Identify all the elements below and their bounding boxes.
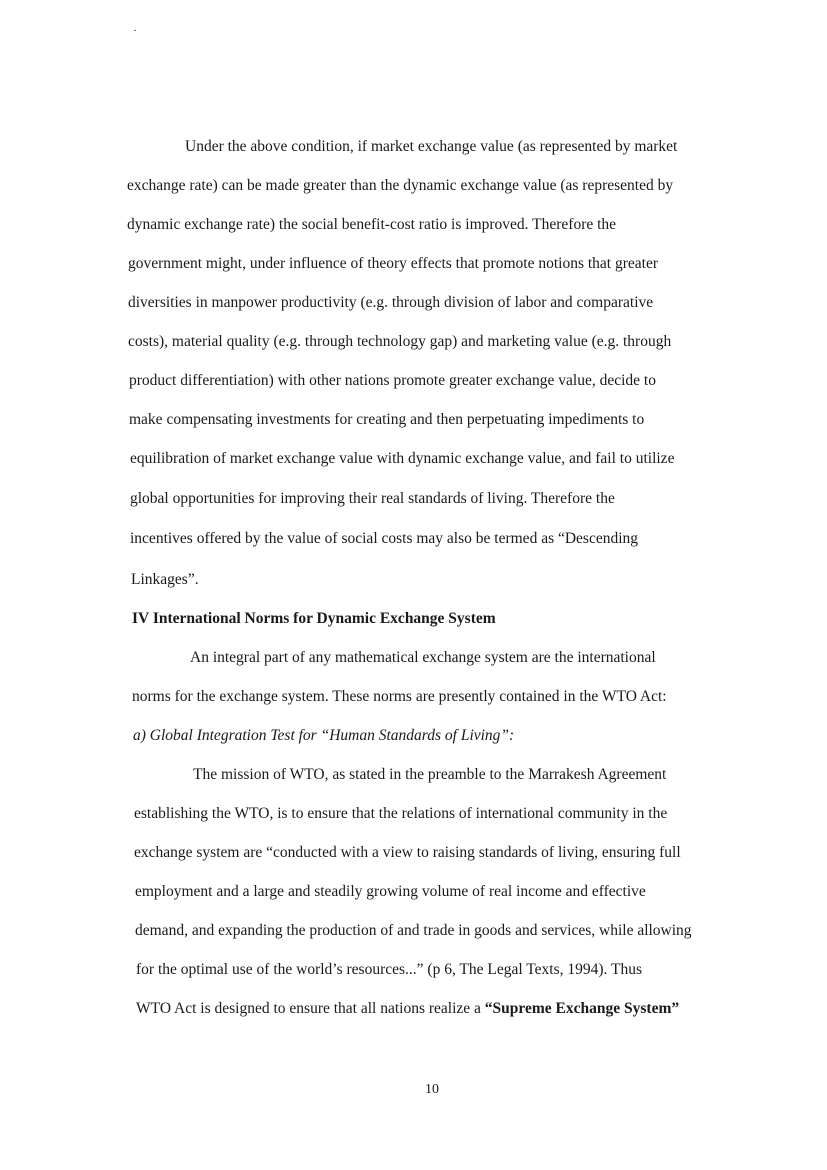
text-line: exchange rate) can be made greater than the dynamic exchange value (as represented by <box>127 177 674 194</box>
text-line: incentives offered by the value of social costs may also be termed as “Descending <box>130 530 639 547</box>
text-line: dynamic exchange rate) the social benefit-cost ratio is improved. Therefore the <box>127 216 617 233</box>
text-line: employment and a large and steadily growing volume of real income and effective <box>135 883 646 900</box>
supreme-exchange-system-term: “Supreme Exchange System” <box>484 1000 680 1017</box>
text-line-last <box>136 1001 679 1017</box>
text-line: costs), material quality (e.g. through technology gap) and marketing value (e.g. through <box>128 333 672 350</box>
last-line-text: WTO Act is designed to ensure that all nations realize a <box>136 1000 485 1017</box>
text-line: product differentiation) with other nations promote greater exchange value, decide to <box>129 372 656 389</box>
text-line: exchange system are “conducted with a view to raising standards of living, ensuring full <box>134 844 681 861</box>
text-line: The mission of WTO, as stated in the preamble to the Marrakesh Agreement <box>193 766 667 783</box>
text-line: norms for the exchange system. These norms are presently contained in the WTO Act: <box>132 688 667 705</box>
text-line: establishing the WTO, is to ensure that the relations of international community in the <box>134 805 668 822</box>
text-line: global opportunities for improving their real standards of living. Therefore the <box>130 490 615 507</box>
scan-speck <box>134 30 136 31</box>
text-line: for the optimal use of the world’s resources...” (p 6, The Legal Texts, 1994). Thus <box>136 961 642 978</box>
text-line: demand, and expanding the production of and trade in goods and services, while allowing <box>135 922 692 939</box>
text-line: diversities in manpower productivity (e.g. through division of labor and comparative <box>128 294 654 311</box>
subheading: a) Global Integration Test for “Human Standards of Living”: <box>133 727 515 744</box>
text-line: Under the above condition, if market exchange value (as represented by market <box>185 138 678 155</box>
text-line: government might, under influence of theory effects that promote notions that greater <box>128 255 658 272</box>
section-heading: IV International Norms for Dynamic Exchange System <box>132 610 496 627</box>
page-number: 10 <box>425 1082 439 1097</box>
text-line: make compensating investments for creating and then perpetuating impediments to <box>129 411 645 428</box>
text-line: Linkages”. <box>131 571 199 588</box>
text-line: equilibration of market exchange value with dynamic exchange value, and fail to utilize <box>130 450 675 467</box>
text-line: An integral part of any mathematical exchange system are the international <box>190 649 656 666</box>
